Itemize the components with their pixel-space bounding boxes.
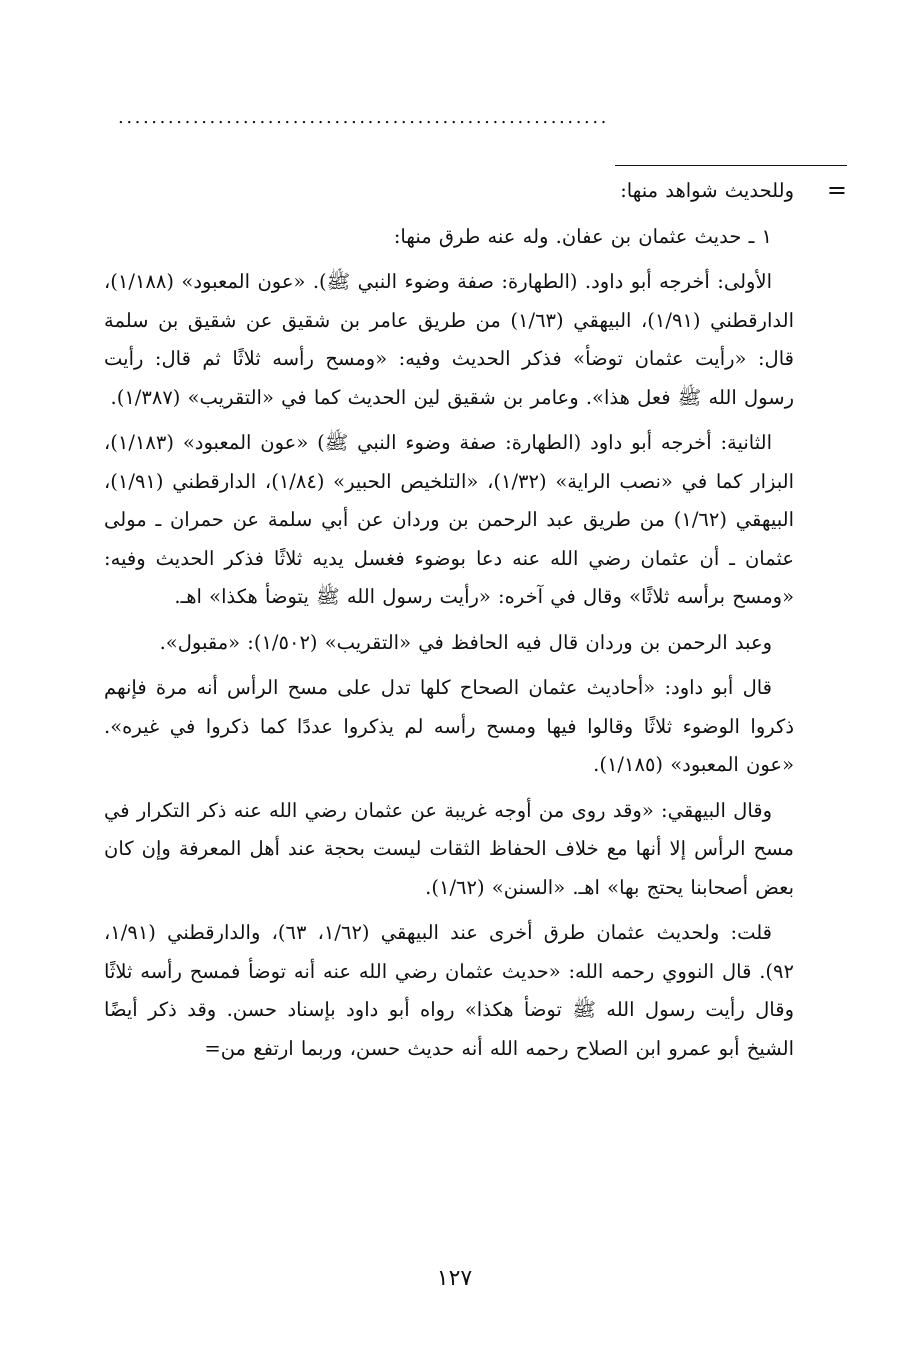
footnote-paragraph: قال أبو داود: «أحاديث عثمان الصحاح كلها تدل على مسح الرأس أنه مرة فإنهم ذكروا الوضوء ثلاثًا وقالوا فيها ومسح رأسه لم يذكروا عددًا كما ذكروا في غيره». «عون المعبود» (١/١٨٥). — [104, 676, 794, 776]
ellipsis-separator: ........................................................... — [118, 108, 609, 128]
footnote-paragraph: قلت: ولحديث عثمان طرق أخرى عند البيهقي (١/٦٢، ٦٣)، والدارقطني (١/٩١، ٩٢). قال النووي رحمه الله: «حديث عثمان رضي الله عنه أنه توضأ فمسح رأسه ثلاثًا وقال رأيت رسول الله ﷺ توضأ هكذا» رواه أبو داود بإسناد حسن. وقد ذكر أيضًا الشيخ أبو عمرو ابن الصلاح رحمه الله أنه حديث حسن، وربما ارتفع من= — [104, 921, 794, 1060]
footnote-paragraph: الثانية: أخرجه أبو داود (الطهارة: صفة وضوء النبي ﷺ) «عون المعبود» (١/١٨٣)، البزار كما في «نصب الراية» (١/٣٢)، «التلخيص الحبير» (١/٨٤)، الدارقطني (١/٩١)، البيهقي (١/٦٢) من طريق عبد الرحمن بن وردان عن أبي سلمة عن حمران ـ مولى عثمان ـ أن عثمان رضي الله عنه دعا بوضوء فغسل يديه ثلاثًا فذكر الحديث وفيه: «ومسح برأسه ثلاثًا» وقال في آخره: «رأيت رسول الله ﷺ يتوضأ هكذا» اهـ. — [104, 431, 795, 608]
continuation-mark: = — [826, 176, 847, 204]
footnote-paragraph: وعبد الرحمن بن وردان قال فيه الحافظ في «التقريب» (١/٥٠٢): «مقبول». — [159, 630, 772, 654]
footnote-paragraph: ١ ـ حديث عثمان بن عفان. وله عنه طرق منها: — [393, 224, 772, 248]
footnote-rule — [615, 165, 847, 166]
footnote-paragraph: وقال البيهقي: «وقد روى من أوجه غريبة عن عثمان رضي الله عنه ذكر التكرار في مسح الرأس إلا أنها مع خلاف الحفاظ الثقات ليست بحجة عند أهل المعرفة وإن كان بعض أصحابنا يحتج بها» اهـ. «السنن» (١/٦٢). — [104, 798, 794, 899]
page-number: ١٢٧ — [436, 1266, 473, 1291]
footnote-paragraph: الأولى: أخرجه أبو داود. (الطهارة: صفة وضوء النبي ﷺ). «عون المعبود» (١/١٨٨)، الدارقطني (١/٩١)، البيهقي (١/٦٣) من طريق عامر بن شقيق عن شقيق بن سلمة قال: «رأيت عثمان توضأ» فذكر الحديث وفيه: «ومسح رأسه ثلاثًا ثم قال: رأيت رسول الله ﷺ فعل هذا». وعامر بن شقيق لين الحديث كما في «التقريب» (١/٣٨٧). — [104, 270, 794, 409]
footnote-paragraph: وللحديث شواهد منها: — [620, 179, 794, 202]
footnote-text — [104, 172, 794, 1075]
